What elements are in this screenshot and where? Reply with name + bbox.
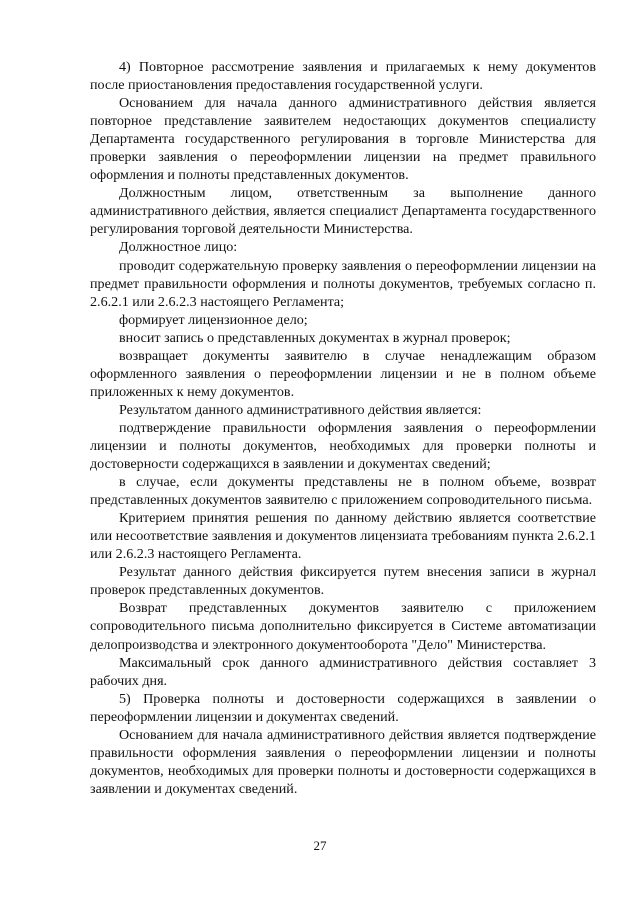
paragraph: вносит запись о представленных документах в журнал проверок;	[119, 329, 511, 346]
paragraph: подтверждение правильности оформления заявления о переоформлении лицензии и полноты документов, необходимых для проверки полноты и достоверности содержащихся в заявлении и документах сведений;	[90, 419, 596, 473]
paragraph: Должностным лицом, ответственным за выполнение данного административного действия, является специалист Департамента государственного регулирования торговой деятельности Министерства.	[90, 185, 596, 238]
paragraph: возвращает документы заявителю в случае ненадлежащим образом оформленного заявления о переоформлении лицензии и не в полном объеме приложенных к нему документов.	[90, 347, 596, 400]
paragraph: 5) Проверка полноты и достоверности содержащихся в заявлении о переоформлении лицензии и документах сведений.	[90, 690, 596, 725]
paragraph: 4) Повторное рассмотрение заявления и прилагаемых к нему документов после приостановления предоставления государственной услуги.	[90, 59, 596, 94]
paragraph: Основанием для начала данного административного действия является повторное представление заявителем недостающих документов специалисту Департамента государственного регулирования в торговле Министерства для проверки заявления о переоформлении лицензии на предмет правильного оформления и полноты представленных документов.	[90, 95, 596, 184]
paragraph: Критерием принятия решения по данному действию является соответствие или несоответствие заявления и документов лицензиата требованиям пункта 2.6.2.1 или 2.6.2.3 настоящего Регламента.	[90, 510, 596, 563]
paragraph: проводит содержательную проверку заявления о переоформлении лицензии на предмет правильности оформления и полноты документов, требуемых согласно п. 2.6.2.1 или 2.6.2.3 настоящего Регламента;	[90, 257, 596, 310]
paragraph: в случае, если документы представлены не в полном объеме, возврат представленных документов заявителю с приложением сопроводительного письма.	[90, 474, 596, 509]
page-number: 27	[313, 838, 327, 853]
paragraph: Возврат представленных документов заявителю с приложением сопроводительного письма дополнительно фиксируется в Системе автоматизации делопроизводства и электронного документооборота "Дело" Министерства.	[90, 600, 596, 653]
paragraph: Максимальный срок данного административного действия составляет 3 рабочих дня.	[90, 654, 596, 689]
paragraph: Основанием для начала административного действия является подтверждение правильности оформления заявления о переоформлении лицензии и полноты документов, необходимых для проверки полноты и достоверности содержащихся в заявлении и документах сведений.	[90, 726, 596, 797]
paragraph: Результатом данного административного действия является:	[119, 401, 482, 418]
paragraph: Должностное лицо:	[119, 239, 238, 256]
paragraph: Результат данного действия фиксируется путем внесения записи в журнал проверок представленных документов.	[90, 564, 596, 599]
document-body	[90, 58, 596, 798]
paragraph: формирует лицензионное дело;	[119, 311, 308, 328]
